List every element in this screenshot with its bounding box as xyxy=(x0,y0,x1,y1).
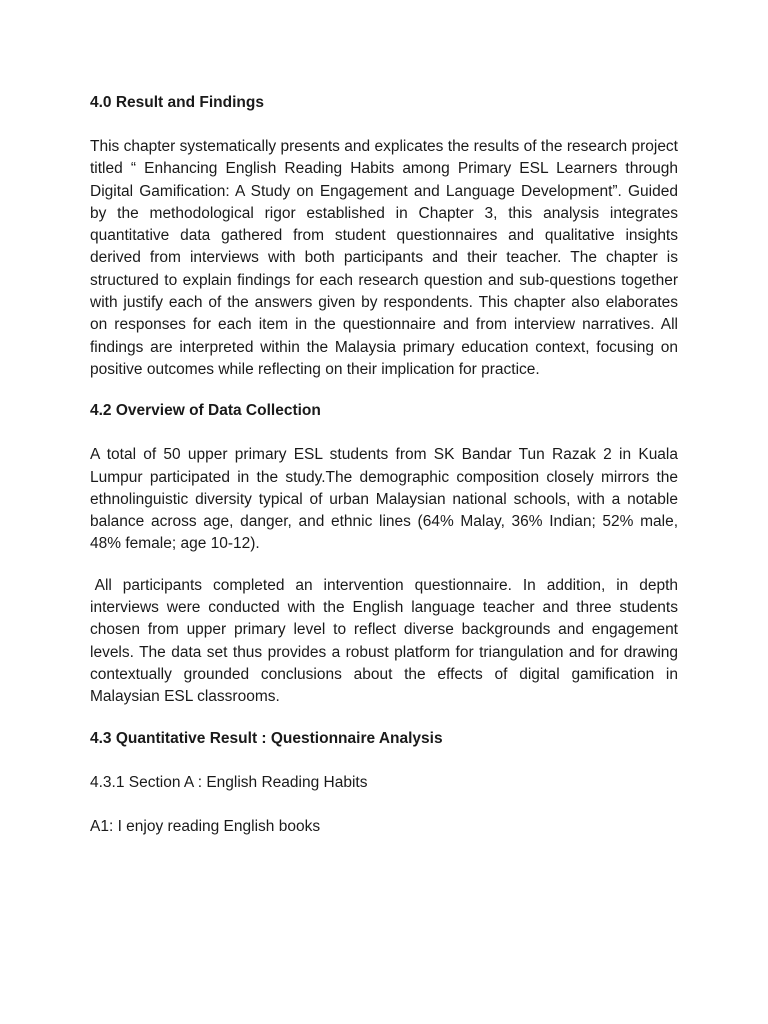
paragraph-data-set: All participants completed an intervention questionnaire. In addition, in depth interviews were conducted with the English language teacher and three students chosen from upper primary level to reflect diverse backgrounds and engagement levels. The data set thus provides a robust platform for triangulation and for drawing contextually grounded conclusions about the effects of digital gamification in Malaysian ESL classrooms. xyxy=(90,576,678,706)
document-page xyxy=(90,92,678,838)
subsection-heading-4-3-1: 4.3.1 Section A : English Reading Habits xyxy=(90,773,368,791)
section-heading-4-3: 4.3 Quantitative Result : Questionnaire Analysis xyxy=(90,729,443,747)
questionnaire-item-a1: A1: I enjoy reading English books xyxy=(90,817,321,835)
section-heading-4-0: 4.0 Result and Findings xyxy=(90,94,264,111)
paragraph-chapter-intro: This chapter systematically presents and explicates the results of the research project titled “ Enhancing English Reading Habits among Primary ESL Learners through Digital Gamification: A Study on Engagement and Language Development”. Guided by the methodological rigor established in Chapter 3, this analysis integrates quantitative data gathered from student questionnaires and qualitative insights derived from interviews with both participants and their teacher. The chapter is structured to explain findings for each research question and sub-questions together with justify each of the answers given by respondents. This chapter also elaborates on responses for each item in the questionnaire and from interview narratives. All findings are interpreted within the Malaysia primary education context, focusing on positive outcomes while reflecting on their implication for practice. xyxy=(90,138,678,378)
section-heading-4-2: 4.2 Overview of Data Collection xyxy=(90,402,321,420)
paragraph-participants: A total of 50 upper primary ESL students from SK Bandar Tun Razak 2 in Kuala Lumpur participated in the study.The demographic composition closely mirrors the ethnolinguistic diversity typical of urban Malaysian national schools, with a notable balance across age, danger, and ethnic lines (64% Malay, 36% Indian; 52% male, 48% female; age 10-12). xyxy=(90,446,678,553)
